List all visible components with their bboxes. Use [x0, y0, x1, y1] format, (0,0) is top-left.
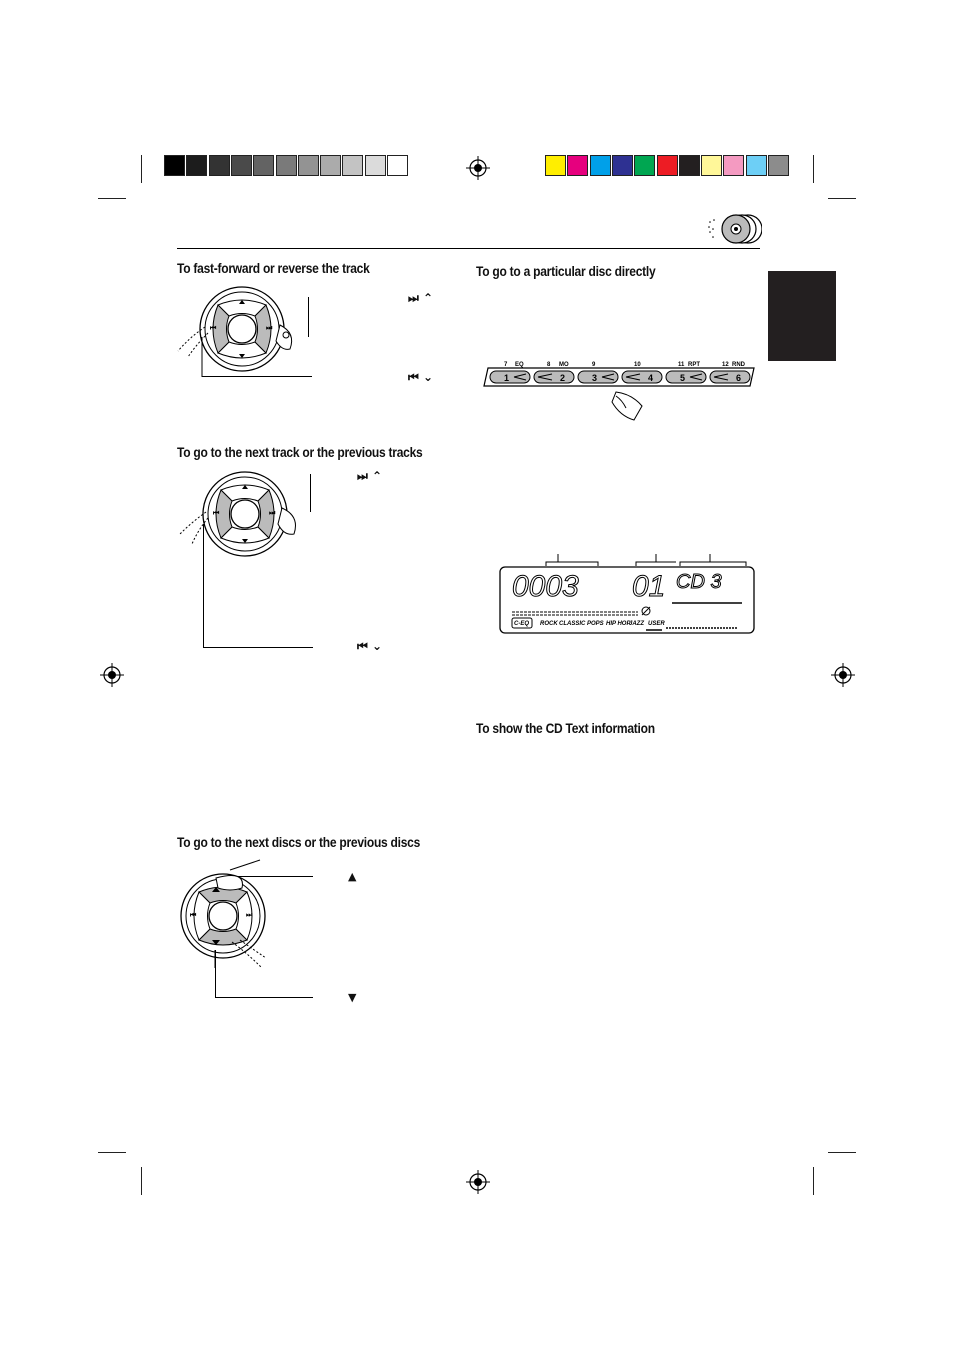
color-swatch: [298, 155, 319, 176]
leader-line: [203, 647, 313, 648]
reverse-down-symbol: ⏮ ⌄: [408, 370, 434, 384]
color-swatch: [365, 155, 386, 176]
leader-line: [310, 474, 311, 512]
language-tab: [768, 271, 836, 361]
color-swatch: [186, 155, 207, 176]
preset-button-2[interactable]: [534, 371, 574, 383]
svg-text:⏮: ⏮: [190, 912, 197, 919]
leader-line: [237, 876, 313, 877]
svg-text:⏭: ⏭: [246, 912, 253, 919]
color-swatch: [342, 155, 363, 176]
control-dial-next-track[interactable]: [170, 468, 320, 568]
color-swatch: [387, 155, 408, 176]
eq-mode-label: POPS: [587, 621, 604, 627]
crop-mark: [141, 1167, 142, 1195]
preset-label: 10: [634, 362, 641, 368]
preset-number: 6: [736, 373, 742, 383]
preset-button-1[interactable]: [490, 371, 530, 383]
preset-label: EQ: [515, 362, 524, 368]
header-rule: [177, 248, 760, 249]
leader-line: [215, 997, 313, 998]
preset-label: 9: [592, 362, 596, 368]
registration-mark-icon: [100, 663, 124, 687]
crop-mark: [98, 198, 126, 199]
color-swatch: [545, 155, 566, 176]
color-swatch: [231, 155, 252, 176]
down-symbol: ▼: [348, 991, 357, 1004]
color-swatch: [590, 155, 611, 176]
preset-label: 8: [547, 362, 551, 368]
registration-mark-icon: [831, 663, 855, 687]
svg-text:⏮: ⏮: [213, 510, 220, 517]
color-swatch: [612, 155, 633, 176]
preset-number: 1: [504, 373, 510, 383]
crop-mark: [813, 155, 814, 183]
eq-mode-label: ROCK: [540, 621, 558, 627]
color-swatch: [679, 155, 700, 176]
heading-next-disc: To go to the next discs or the previous discs: [177, 834, 421, 850]
preset-buttons-panel[interactable]: [482, 356, 758, 426]
color-swatch: [164, 155, 185, 176]
color-swatch: [634, 155, 655, 176]
forward-up-symbol: ⏭ ⌃: [357, 469, 383, 483]
reverse-down-symbol: ⏮ ⌄: [357, 639, 383, 653]
crop-mark: [813, 1167, 814, 1195]
crop-mark: [98, 1152, 126, 1153]
eq-mode-label: C-EQ: [514, 621, 529, 627]
crop-mark: [828, 198, 856, 199]
color-swatch: [657, 155, 678, 176]
preset-label: MO: [559, 362, 569, 368]
lcd-display: [498, 552, 756, 638]
preset-button-6[interactable]: [710, 371, 750, 383]
registration-mark-icon: [466, 1170, 490, 1194]
leader-line: [202, 376, 312, 377]
preset-button-3[interactable]: [578, 371, 618, 383]
registration-mark-icon: [466, 156, 490, 180]
heading-cd-text: To show the CD Text information: [476, 720, 655, 736]
color-swatch: [723, 155, 744, 176]
leader-line: [203, 524, 204, 648]
heading-fast-forward: To fast-forward or reverse the track: [177, 260, 370, 276]
leader-line: [308, 297, 309, 337]
svg-text:⏭: ⏭: [266, 325, 273, 332]
lcd-disc: CD 3: [676, 571, 722, 593]
svg-text:⏮: ⏮: [210, 325, 217, 332]
forward-up-symbol: ⏭ ⌃: [408, 291, 434, 305]
color-swatch: [276, 155, 297, 176]
preset-button-4[interactable]: [622, 371, 662, 383]
up-symbol: ▲: [348, 870, 357, 883]
leader-line: [215, 950, 216, 998]
color-swatch: [746, 155, 767, 176]
crop-mark: [141, 155, 142, 183]
lcd-track-time: 0003: [512, 570, 579, 603]
control-dial-fast-forward[interactable]: [170, 285, 320, 380]
preset-label: 7: [504, 362, 508, 368]
eq-mode-label: CLASSIC: [559, 621, 586, 627]
preset-label: 12: [722, 362, 729, 368]
preset-number: 3: [592, 373, 598, 383]
control-dial-next-disc[interactable]: [170, 858, 320, 968]
color-swatch: [567, 155, 588, 176]
color-swatch: [768, 155, 789, 176]
color-swatch: [320, 155, 341, 176]
eq-mode-label: HIP HOP: [606, 621, 631, 627]
heading-next-track: To go to the next track or the previous tracks: [177, 444, 423, 460]
preset-number: 5: [680, 373, 686, 383]
color-swatch: [253, 155, 274, 176]
preset-number: 2: [560, 373, 566, 383]
preset-label: 11: [678, 362, 685, 368]
preset-number: 4: [648, 373, 654, 383]
svg-text:⏭: ⏭: [269, 510, 276, 517]
color-swatch: [209, 155, 230, 176]
eq-mode-label: USER: [648, 621, 665, 627]
eq-mode-label: JAZZ: [629, 621, 644, 627]
heading-particular-disc: To go to a particular disc directly: [476, 263, 656, 279]
lcd-track-number: 01: [632, 570, 666, 603]
preset-label: RPT: [688, 362, 700, 368]
preset-label: RND: [732, 362, 745, 368]
color-swatch: [701, 155, 722, 176]
preset-button-5[interactable]: [666, 371, 706, 383]
cd-changer-icon: [704, 210, 762, 246]
crop-mark: [828, 1152, 856, 1153]
